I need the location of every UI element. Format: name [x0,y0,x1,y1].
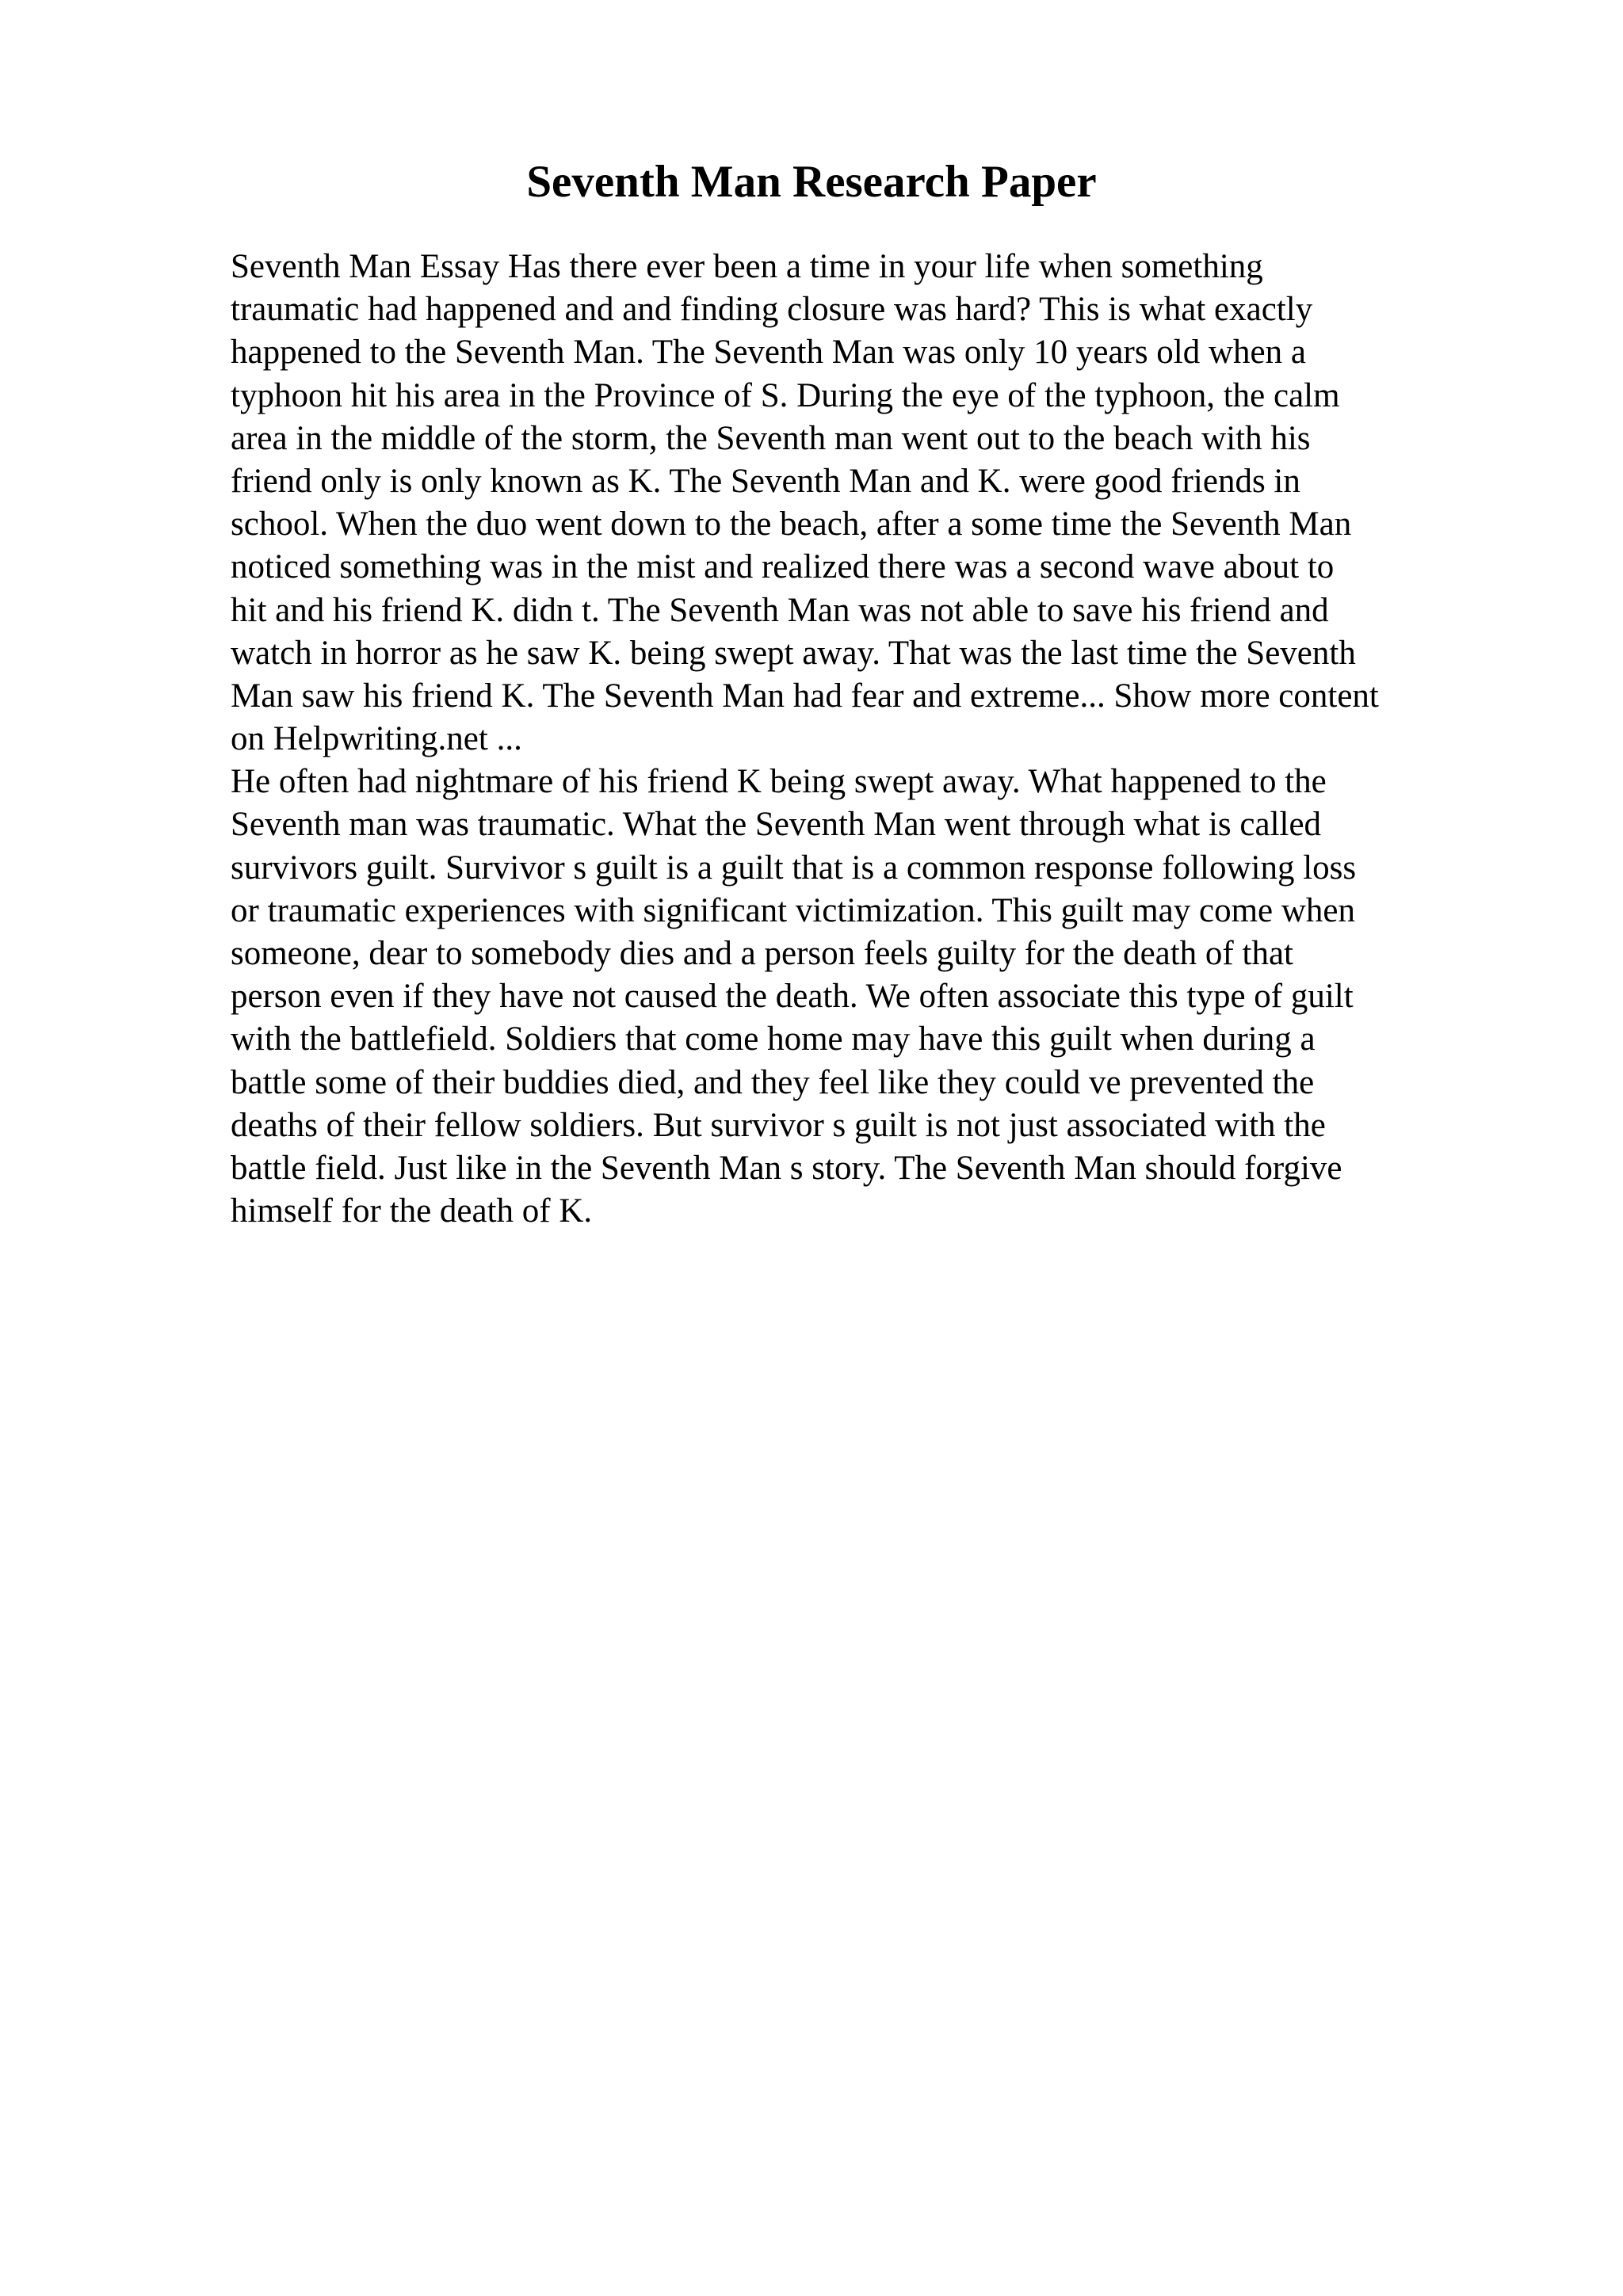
text-line: area in the middle of the storm, the Seventh man went out to the beach with his [231,419,1311,457]
text-line: typhoon hit his area in the Province of S. During the eye of the typhoon, the calm [231,376,1340,414]
text-line: battle some of their buddies died, and they feel like they could ve prevented the [231,1063,1315,1101]
text-line: watch in horror as he saw K. being swept away. That was the last time the Seventh [231,634,1356,672]
text-line: deaths of their fellow soldiers. But survivor s guilt is not just associated with the [231,1106,1326,1144]
page-title: Seventh Man Research Paper [526,157,1097,207]
text-line: traumatic had happened and and finding closure was hard? This is what exactly [231,291,1313,329]
text-line: He often had nightmare of his friend K being swept away. What happened to the [231,763,1327,801]
text-line: noticed something was in the mist and realized there was a second wave about to [231,548,1335,586]
paragraph-1 [231,246,1499,761]
text-line: Seventh Man Essay Has there ever been a time in your life when something [231,248,1263,285]
text-line: someone, dear to somebody dies and a person feels guilty for the death of that [231,935,1293,972]
essay-body [231,246,1499,1233]
text-line: himself for the death of K. [231,1192,593,1230]
text-line: Seventh man was traumatic. What the Seventh Man went through what is called [231,806,1322,844]
paragraph-2 [231,761,1499,1233]
text-line: survivors guilt. Survivor s guilt is a guilt that is a common response following loss [231,849,1357,887]
text-line: on Helpwriting.net ... [231,720,522,758]
text-line: hit and his friend K. didn t. The Seventh Man was not able to save his friend and [231,591,1329,629]
text-line: battle field. Just like in the Seventh Man s story. The Seventh Man should forgive [231,1149,1342,1187]
text-line: happened to the Seventh Man. The Seventh Man was only 10 years old when a [231,334,1306,372]
text-line: with the battlefield. Soldiers that come home may have this guilt when during a [231,1020,1316,1058]
text-line: or traumatic experiences with significant victimization. This guilt may come when [231,891,1355,929]
text-line: person even if they have not caused the death. We often associate this type of guilt [231,978,1354,1016]
text-line: school. When the duo went down to the beach, after a some time the Seventh Man [231,505,1352,543]
text-line: Man saw his friend K. The Seventh Man had fear and extreme... Show more content [231,677,1379,715]
text-line: friend only is only known as K. The Seventh Man and K. were good friends in [231,462,1300,500]
